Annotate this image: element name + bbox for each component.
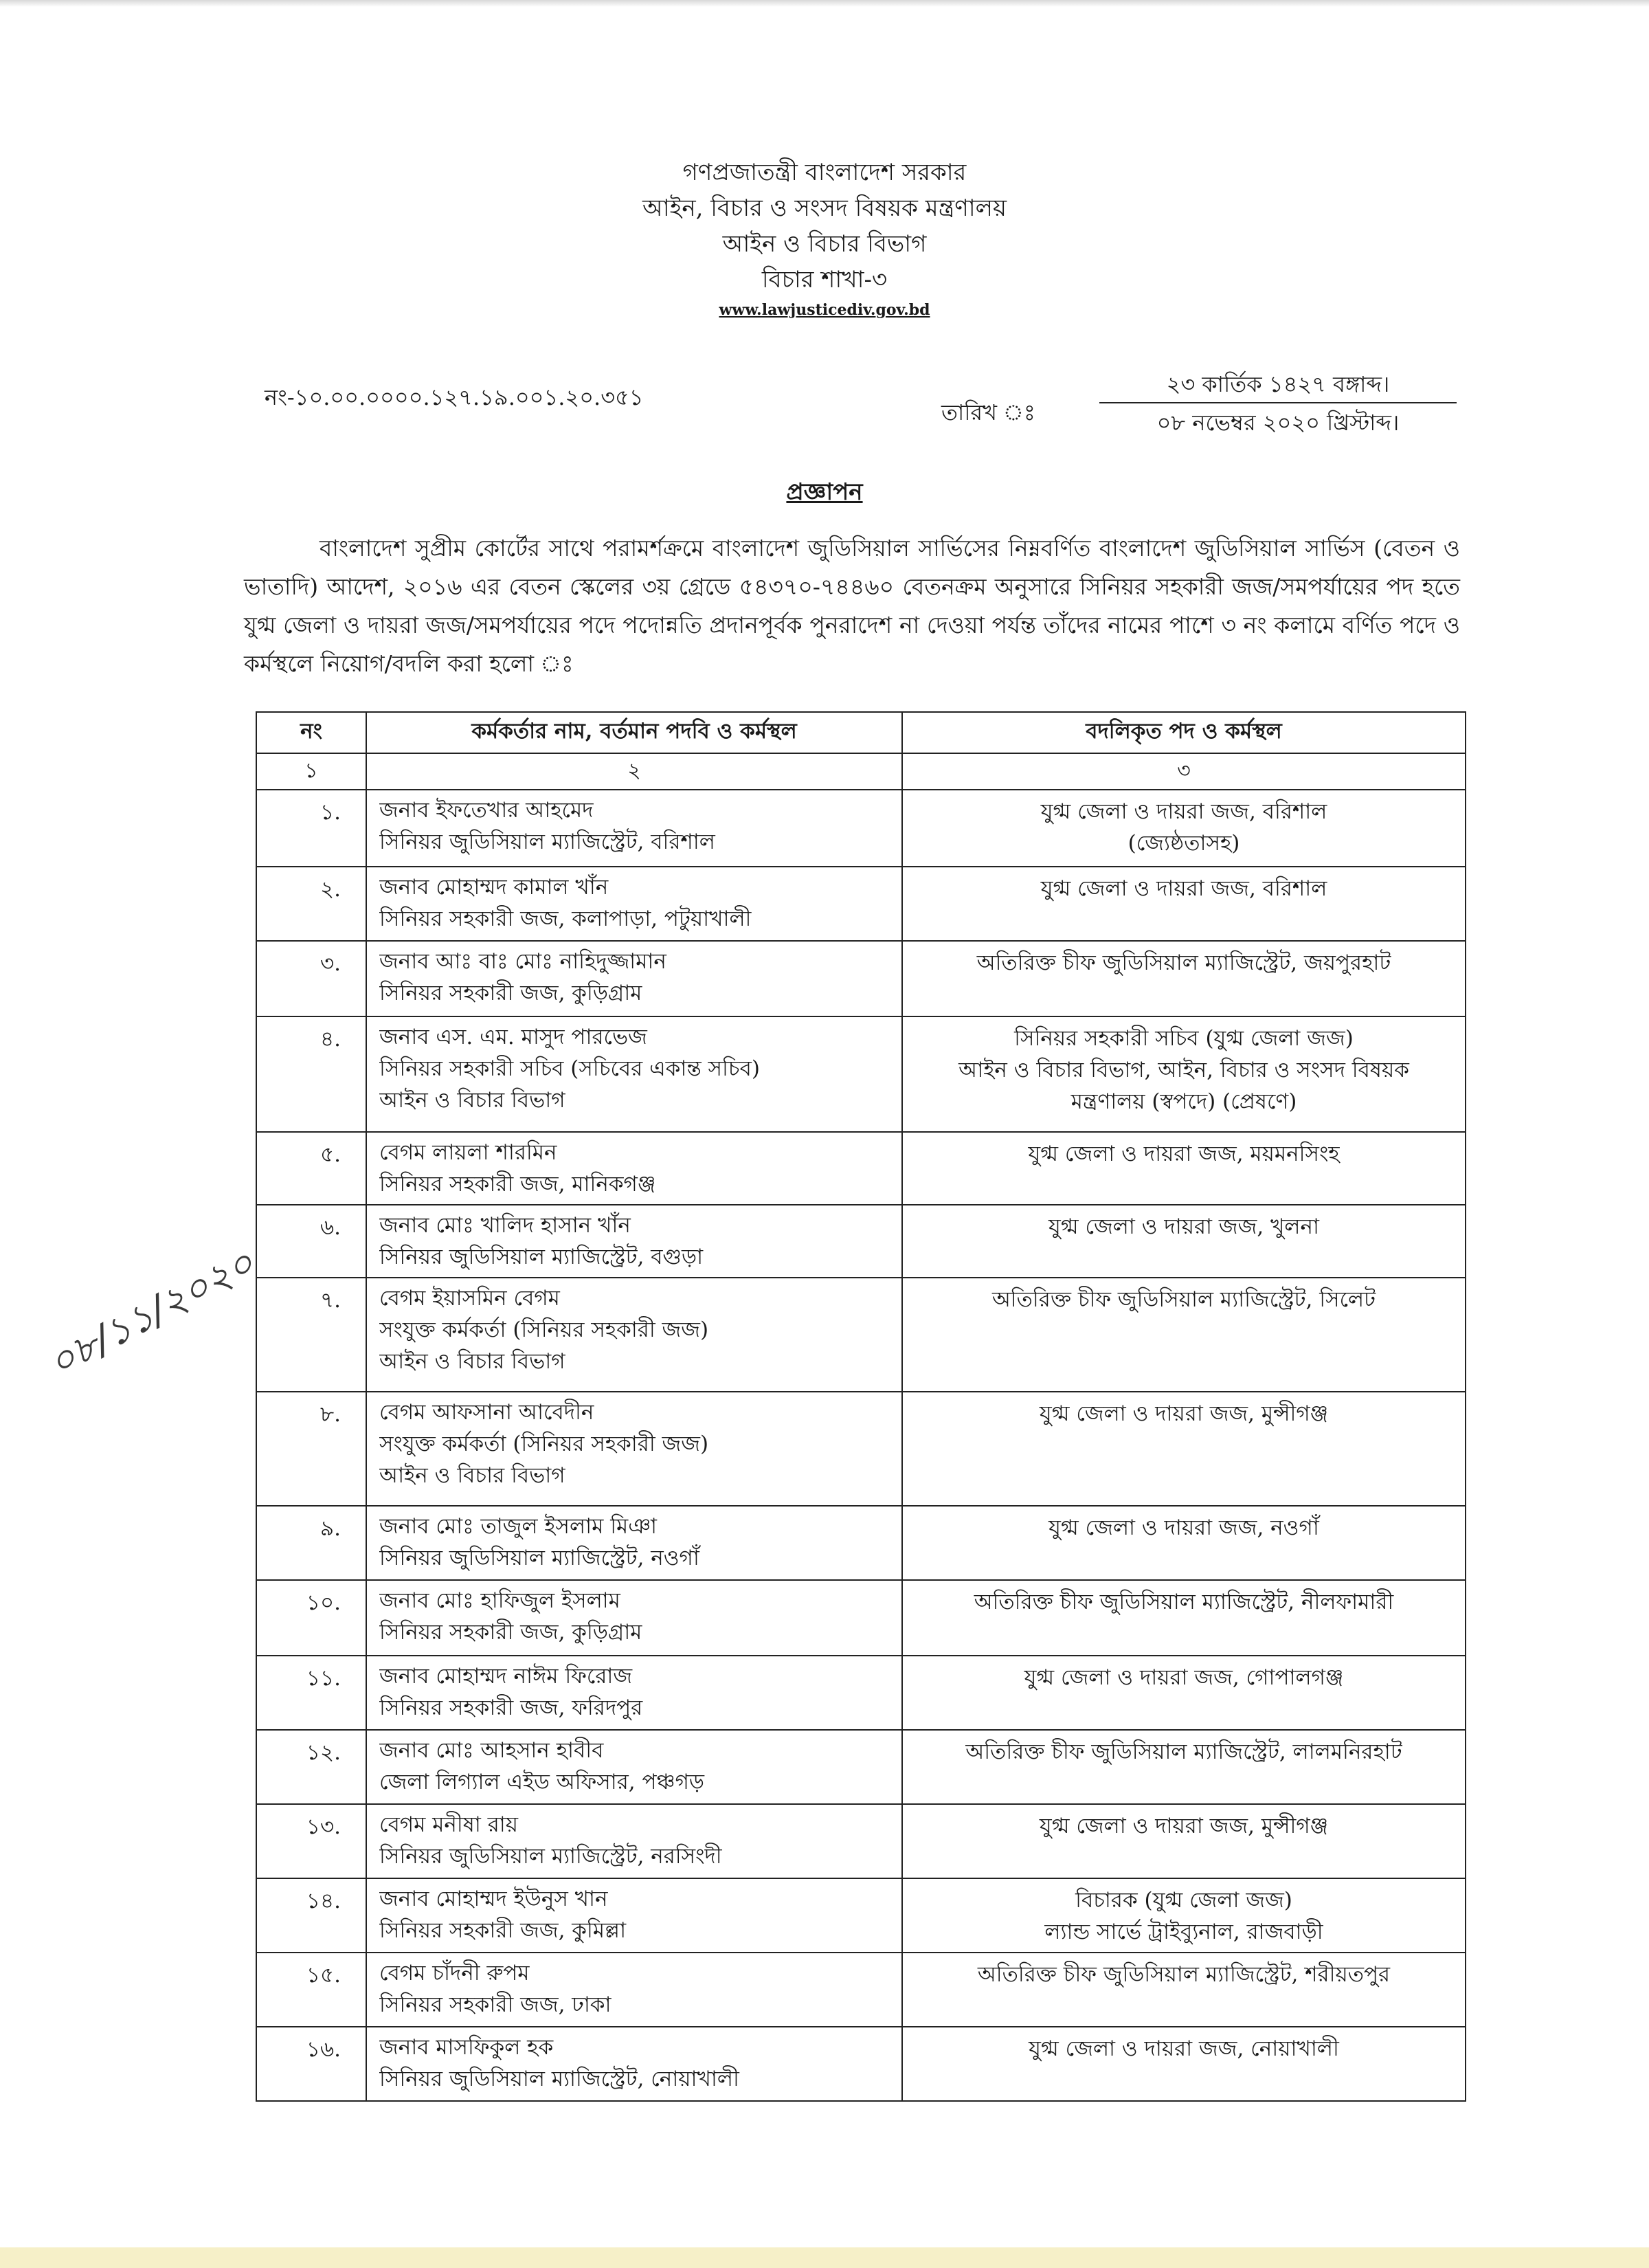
posting-table xyxy=(256,711,1466,2102)
officer-name: বেগম ইয়াসমিন বেগম xyxy=(379,1286,560,1311)
officer-name: জনাব মোহাম্মদ কামাল খাঁন xyxy=(379,875,609,900)
posting-cell xyxy=(902,1016,1466,1132)
officer-designation: সিনিয়র সহকারী জজ, কুমিল্লা xyxy=(379,1918,627,1943)
officer-designation: সিনিয়র জুডিসিয়াল ম্যাজিস্ট্রেট, নোয়াখালী xyxy=(379,2067,739,2091)
posting-line: যুগ্ম জেলা ও দায়রা জজ, গোপালগঞ্জ xyxy=(1024,1665,1344,1690)
posting-cell xyxy=(902,1656,1466,1730)
officer-designation: জেলা লিগ্যাল এইড অফিসার, পঞ্চগড় xyxy=(379,1770,705,1794)
memo-number: নং-১০.০০.০০০০.১২৭.১৯.০০১.২০.৩৫১ xyxy=(265,384,644,410)
posting-cell xyxy=(902,1878,1466,1953)
table-row xyxy=(256,2027,1466,2101)
posting-line: অতিরিক্ত চীফ জুডিসিয়াল ম্যাজিস্ট্রেট, নীলফামারী xyxy=(974,1590,1394,1614)
officer-designation: সিনিয়র জুডিসিয়াল ম্যাজিস্ট্রেট, বরিশাল xyxy=(379,830,715,854)
officer-designation: সংযুক্ত কর্মকর্তা (সিনিয়র সহকারী জজ) xyxy=(379,1432,709,1456)
posting-line: অতিরিক্ত চীফ জুডিসিয়াল ম্যাজিস্ট্রেট, জয়পুরহাট xyxy=(976,950,1391,975)
posting-cell xyxy=(902,1580,1466,1656)
officer-name: জনাব মোঃ তাজুল ইসলাম মিঞা xyxy=(379,1514,657,1539)
officer-cell xyxy=(366,1392,902,1506)
officer-cell xyxy=(366,1730,902,1804)
officer-designation: সিনিয়র সহকারী জজ, ফরিদপুর xyxy=(379,1696,643,1720)
column-number-row xyxy=(256,753,1466,790)
officer-cell xyxy=(366,1205,902,1278)
ministry-name: আইন, বিচার ও সংসদ বিষয়ক মন্ত্রণালয় xyxy=(642,194,1007,222)
officer-designation: আইন ও বিচার বিভাগ xyxy=(379,1463,565,1488)
posting-line: যুগ্ম জেলা ও দায়রা জজ, বরিশাল xyxy=(1040,876,1327,901)
serial-number: ৮. xyxy=(256,1392,366,1506)
officer-cell xyxy=(366,1132,902,1205)
serial-number: ১. xyxy=(256,790,366,867)
table-row xyxy=(256,1953,1466,2027)
column-number: ২ xyxy=(366,753,902,790)
division-name: আইন ও বিচার বিভাগ xyxy=(722,230,927,258)
serial-number: ৪. xyxy=(256,1016,366,1132)
officer-designation: সিনিয়র জুডিসিয়াল ম্যাজিস্ট্রেট, বগুড়া xyxy=(379,1245,704,1269)
posting-line: অতিরিক্ত চীফ জুডিসিয়াল ম্যাজিস্ট্রেট, সিলেট xyxy=(991,1287,1376,1312)
posting-line: ল্যান্ড সার্ভে ট্রাইব্যুনাল, রাজবাড়ী xyxy=(1044,1920,1323,1944)
serial-number: ৬. xyxy=(256,1205,366,1278)
government-name: গণপ্রজাতন্ত্রী বাংলাদেশ সরকার xyxy=(682,159,967,186)
serial-number: ৭. xyxy=(256,1278,366,1392)
officer-name: জনাব মাসফিকুল হক xyxy=(379,2035,554,2060)
table-row xyxy=(256,790,1466,867)
branch-name: বিচার শাখা-৩ xyxy=(761,266,888,293)
table-row xyxy=(256,1804,1466,1878)
posting-line: অতিরিক্ত চীফ জুডিসিয়াল ম্যাজিস্ট্রেট, শরীয়তপুর xyxy=(977,1962,1391,1987)
posting-line: যুগ্ম জেলা ও দায়রা জজ, খুলনা xyxy=(1048,1214,1319,1239)
posting-line: অতিরিক্ত চীফ জুডিসিয়াল ম্যাজিস্ট্রেট, লালমনিরহাট xyxy=(965,1739,1402,1764)
header-serial: নং xyxy=(256,712,366,753)
serial-number: ১০. xyxy=(256,1580,366,1656)
officer-designation: সিনিয়র সহকারী জজ, কুড়িগ্রাম xyxy=(379,981,642,1005)
letterhead xyxy=(0,155,1649,322)
posting-line: সিনিয়র সহকারী সচিব (যুগ্ম জেলা জজ) xyxy=(1014,1026,1354,1051)
officer-designation: সিনিয়র সহকারী সচিব (সচিবের একান্ত সচিব) xyxy=(379,1056,760,1081)
table-row xyxy=(256,1580,1466,1656)
date-gregorian: ০৮ নভেম্বর ২০২০ খ্রিস্টাব্দ। xyxy=(1156,410,1400,436)
officer-cell xyxy=(366,2027,902,2101)
posting-line: যুগ্ম জেলা ও দায়রা জজ, নোয়াখালী xyxy=(1029,2036,1339,2061)
officer-name: জনাব আঃ বাঃ মোঃ নাহিদুজ্জামান xyxy=(379,949,666,974)
posting-cell xyxy=(902,790,1466,867)
notification-title: প্রজ্ঞাপন xyxy=(786,478,863,506)
officer-name: বেগম চাঁদনী রুপম xyxy=(379,1961,530,1986)
table-row xyxy=(256,1278,1466,1392)
table-row xyxy=(256,941,1466,1016)
officer-name: জনাব এস. এম. মাসুদ পারভেজ xyxy=(379,1025,647,1049)
officer-designation: আইন ও বিচার বিভাগ xyxy=(379,1088,565,1113)
table-header-row xyxy=(256,712,1466,753)
date-block xyxy=(1099,368,1457,439)
officer-designation: সিনিয়র জুডিসিয়াল ম্যাজিস্ট্রেট, নওগাঁ xyxy=(379,1546,699,1570)
column-number: ১ xyxy=(256,753,366,790)
serial-number: ১৫. xyxy=(256,1953,366,2027)
posting-line: বিচারক (যুগ্ম জেলা জজ) xyxy=(1075,1888,1292,1913)
scan-edge xyxy=(0,0,1649,7)
officer-designation: সিনিয়র সহকারী জজ, কুড়িগ্রাম xyxy=(379,1620,642,1645)
officer-name: বেগম আফসানা আবেদীন xyxy=(379,1400,594,1425)
serial-number: ১৩. xyxy=(256,1804,366,1878)
officer-name: বেগম মনীষা রায় xyxy=(379,1812,519,1837)
officer-name: জনাব মোঃ আহসান হাবীব xyxy=(379,1738,604,1763)
posting-line: যুগ্ম জেলা ও দায়রা জজ, বরিশাল xyxy=(1040,799,1327,824)
table-row xyxy=(256,1656,1466,1730)
handwritten-date-annotation: ০৮/১১/২০২০ xyxy=(41,1241,262,1387)
officer-designation: সিনিয়র সহকারী জজ, ঢাকা xyxy=(379,1992,612,2017)
serial-number: ২. xyxy=(256,867,366,941)
serial-number: ৯. xyxy=(256,1506,366,1580)
serial-number: ১২. xyxy=(256,1730,366,1804)
posting-cell xyxy=(902,867,1466,941)
officer-designation: সংযুক্ত কর্মকর্তা (সিনিয়র সহকারী জজ) xyxy=(379,1318,709,1342)
officer-designation: আইন ও বিচার বিভাগ xyxy=(379,1349,565,1374)
posting-line: আইন ও বিচার বিভাগ, আইন, বিচার ও সংসদ বিষয়ক xyxy=(958,1058,1409,1082)
officer-name: জনাব মোহাম্মদ নাঈম ফিরোজ xyxy=(379,1664,633,1689)
posting-cell xyxy=(902,1205,1466,1278)
posting-cell xyxy=(902,941,1466,1016)
officer-cell xyxy=(366,867,902,941)
date-bangla: ২৩ কার্তিক ১৪২৭ বঙ্গাব্দ। xyxy=(1166,371,1390,397)
posting-line: যুগ্ম জেলা ও দায়রা জজ, নওগাঁ xyxy=(1048,1515,1319,1540)
officer-name: জনাব মোঃ হাফিজুল ইসলাম xyxy=(379,1588,620,1613)
posting-cell xyxy=(902,1804,1466,1878)
posting-cell xyxy=(902,1953,1466,2027)
posting-cell xyxy=(902,1132,1466,1205)
posting-cell xyxy=(902,2027,1466,2101)
officer-name: বেগম লায়লা শারমিন xyxy=(379,1140,557,1165)
posting-cell xyxy=(902,1392,1466,1506)
officer-name: জনাব ইফতেখার আহমেদ xyxy=(379,798,594,823)
header-posting: বদলিকৃত পদ ও কর্মস্থল xyxy=(902,712,1466,753)
officer-cell xyxy=(366,1656,902,1730)
table-row xyxy=(256,1506,1466,1580)
officer-cell xyxy=(366,1580,902,1656)
posting-cell xyxy=(902,1506,1466,1580)
posting-line: মন্ত্রণালয় (স্বপদে) (প্রেষণে) xyxy=(1070,1089,1297,1114)
officer-cell xyxy=(366,1804,902,1878)
serial-number: ১৪. xyxy=(256,1878,366,1953)
table-row xyxy=(256,1016,1466,1132)
posting-line: যুগ্ম জেলা ও দায়রা জজ, ময়মনসিংহ xyxy=(1028,1142,1340,1166)
officer-cell xyxy=(366,1016,902,1132)
serial-number: ১১. xyxy=(256,1656,366,1730)
scan-bottom-edge xyxy=(0,2247,1649,2268)
table-row xyxy=(256,1205,1466,1278)
notification-body: বাংলাদেশ সুপ্রীম কোর্টের সাথে পরামর্শক্রমে বাংলাদেশ জুডিসিয়াল সার্ভিসের নিম্নবর্ণিত বাংলাদেশ জুডিসিয়াল সার্ভিস (বেতন ও ভাতাদি) আদেশ, ২০১৬ এর বেতন স্কেলের ৩য় গ্রেডে ৫৪৩৭০-৭৪৪৬০ বেতনক্রম অনুসারে সিনিয়র সহকারী জজ/সমপর্যায়ের পদ হতে যুগ্ম জেলা ও দায়রা জজ/সমপর্যায়ের পদে পদোন্নতি প্রদানপূর্বক পুনরাদেশ না দেওয়া পর্যন্ত তাঁদের নামের পাশে ৩ নং কলামে বর্ণিত পদে ও কর্মস্থলে নিয়োগ/বদলি করা হলো ঃ xyxy=(244,535,1460,677)
table-row xyxy=(256,1730,1466,1804)
table-row xyxy=(256,1878,1466,1953)
posting-cell xyxy=(902,1278,1466,1392)
officer-cell xyxy=(366,941,902,1016)
posting-line: (জ্যেষ্ঠতাসহ) xyxy=(1128,831,1240,856)
date-label: তারিখ ঃ xyxy=(941,399,1035,425)
website-link[interactable]: www.lawjusticediv.gov.bd xyxy=(719,301,930,319)
officer-designation: সিনিয়র সহকারী জজ, মানিকগঞ্জ xyxy=(379,1172,656,1197)
officer-designation: সিনিয়র সহকারী জজ, কলাপাড়া, পটুয়াখালী xyxy=(379,907,752,931)
officer-cell xyxy=(366,1506,902,1580)
officer-designation: সিনিয়র জুডিসিয়াল ম্যাজিস্ট্রেট, নরসিংদী xyxy=(379,1844,722,1869)
posting-line: যুগ্ম জেলা ও দায়রা জজ, মুন্সীগঞ্জ xyxy=(1039,1814,1329,1838)
table-row xyxy=(256,1132,1466,1205)
officer-cell xyxy=(366,790,902,867)
serial-number: ১৬. xyxy=(256,2027,366,2101)
header-officer: কর্মকর্তার নাম, বর্তমান পদবি ও কর্মস্থল xyxy=(366,712,902,753)
posting-cell xyxy=(902,1730,1466,1804)
officer-cell xyxy=(366,1953,902,2027)
posting-line: যুগ্ম জেলা ও দায়রা জজ, মুন্সীগঞ্জ xyxy=(1039,1401,1329,1426)
officer-cell xyxy=(366,1878,902,1953)
table-row xyxy=(256,867,1466,941)
officer-name: জনাব মোঃ খালিদ হাসান খাঁন xyxy=(379,1213,631,1238)
date-divider xyxy=(1099,402,1457,403)
table-row xyxy=(256,1392,1466,1506)
column-number: ৩ xyxy=(902,753,1466,790)
serial-number: ৩. xyxy=(256,941,366,1016)
officer-cell xyxy=(366,1278,902,1392)
officer-name: জনাব মোহাম্মদ ইউনুস খান xyxy=(379,1887,608,1911)
serial-number: ৫. xyxy=(256,1132,366,1205)
